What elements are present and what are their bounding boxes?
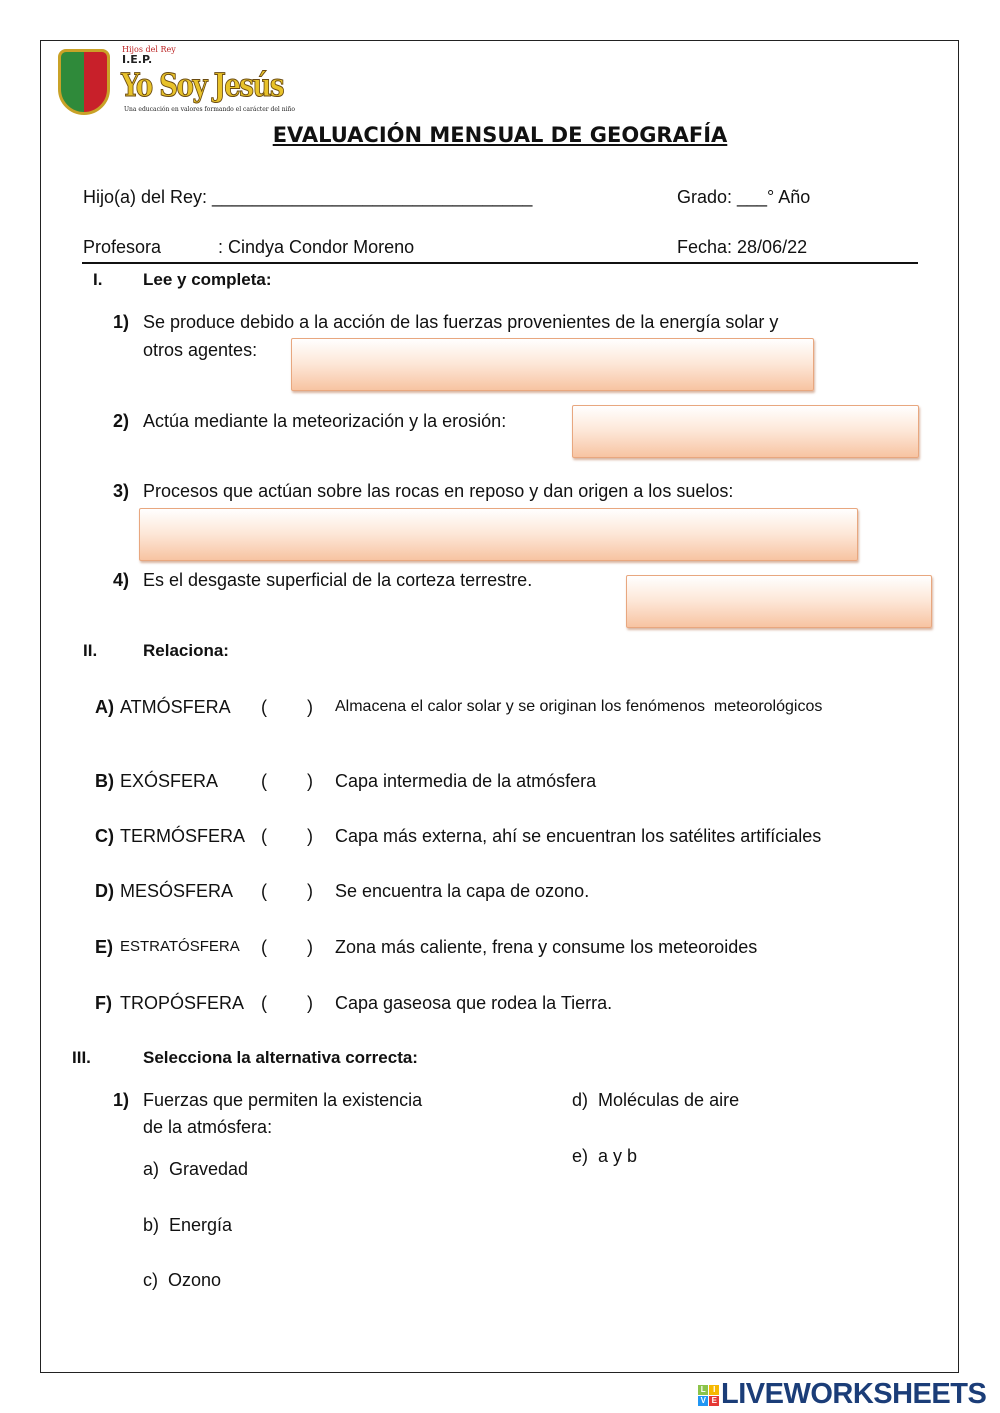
match-answer-blank[interactable]: ( ) — [261, 771, 313, 791]
match-definition: Capa gaseosa que rodea la Tierra. — [335, 993, 613, 1013]
header-divider — [82, 262, 918, 264]
match-term: TROPÓSFERA — [120, 993, 245, 1013]
match-term: ESTRATÓSFERA — [120, 938, 240, 955]
question-text: Actúa mediante la meteorización y la erosión: — [143, 411, 507, 431]
section1-title: Lee y completa: — [143, 270, 272, 289]
section2-title: Relaciona: — [143, 641, 229, 660]
school-logo — [58, 45, 313, 117]
section3-title: Selecciona la alternativa correcta: — [143, 1048, 418, 1067]
date-label: Fecha: 28/06/22 — [677, 237, 808, 257]
answer-input-3[interactable] — [139, 508, 858, 561]
school-shield-icon — [58, 49, 110, 115]
match-answer-blank[interactable]: ( ) — [261, 826, 313, 846]
logo-iep: I.E.P. — [122, 53, 153, 66]
option-a[interactable]: a) Gravedad — [143, 1159, 249, 1179]
match-letter: A) — [95, 697, 114, 717]
match-answer-blank[interactable]: ( ) — [261, 993, 313, 1013]
icon-letter: V — [698, 1396, 708, 1406]
answer-input-1[interactable] — [291, 338, 814, 391]
section2-number: II. — [83, 641, 98, 660]
icon-letter: I — [709, 1385, 719, 1395]
option-b[interactable]: b) Energía — [143, 1215, 233, 1235]
question-text: Procesos que actúan sobre las rocas en reposo y dan origen a los suelos: — [143, 481, 734, 501]
teacher-label: Profesora — [83, 237, 162, 257]
icon-letter: L — [698, 1385, 708, 1395]
liveworksheets-logo — [698, 1378, 986, 1411]
logo-slogan: Una educación en valores formando el carácter del niño — [124, 106, 296, 113]
match-term: MESÓSFERA — [120, 881, 234, 901]
match-definition: Zona más caliente, frena y consume los meteoroides — [335, 937, 758, 957]
match-definition: Capa intermedia de la atmósfera — [335, 771, 597, 791]
match-answer-blank[interactable]: ( ) — [261, 881, 313, 901]
match-letter: C) — [95, 826, 114, 846]
page-title: EVALUACIÓN MENSUAL DE GEOGRAFÍA — [272, 123, 728, 147]
match-letter: E) — [95, 937, 113, 957]
match-term: ATMÓSFERA — [120, 697, 231, 717]
match-letter: D) — [95, 881, 114, 901]
question-text: Fuerzas que permiten la existencia — [143, 1090, 423, 1110]
section3-number: III. — [72, 1048, 91, 1067]
question-number: 2) — [113, 411, 130, 431]
icon-letter: E — [709, 1396, 719, 1406]
match-answer-blank[interactable]: ( ) — [261, 937, 313, 957]
match-letter: B) — [95, 771, 114, 791]
question-number: 1) — [113, 1090, 130, 1110]
section1-number: I. — [93, 270, 103, 289]
logo-tagline: Hijos del Rey — [122, 45, 176, 54]
match-definition: Almacena el calor solar y se originan los fenómenos meteorológicos — [335, 698, 823, 715]
option-c[interactable]: c) Ozono — [143, 1270, 222, 1290]
question-text: Es el desgaste superficial de la corteza terrestre. — [143, 570, 533, 590]
grade-label: Grado: ___° Año — [677, 187, 811, 207]
match-term: EXÓSFERA — [120, 771, 219, 791]
match-definition: Se encuentra la capa de ozono. — [335, 881, 590, 901]
teacher-value: : Cindya Condor Moreno — [218, 237, 415, 257]
match-answer-blank[interactable]: ( ) — [261, 697, 313, 717]
liveworksheets-icon — [698, 1385, 719, 1406]
answer-input-2[interactable] — [572, 405, 919, 458]
question-number: 1) — [113, 312, 130, 332]
match-letter: F) — [95, 993, 112, 1013]
question-number: 4) — [113, 570, 130, 590]
question-text: otros agentes: — [143, 340, 258, 360]
logo-name: Yo Soy Jesús — [121, 66, 283, 104]
question-text: de la atmósfera: — [143, 1117, 273, 1137]
question-number: 3) — [113, 481, 130, 501]
liveworksheets-brand: LIVEWORKSHEETS — [721, 1378, 987, 1410]
answer-input-4[interactable] — [626, 575, 932, 628]
question-text: Se produce debido a la acción de las fuerzas provenientes de la energía solar y — [143, 312, 779, 332]
match-term: TERMÓSFERA — [120, 826, 246, 846]
option-d[interactable]: d) Moléculas de aire — [572, 1090, 740, 1110]
option-e[interactable]: e) a y b — [572, 1146, 638, 1166]
student-name-label: Hijo(a) del Rey: ________________________________ — [83, 187, 533, 207]
match-definition: Capa más externa, ahí se encuentran los satélites artifíciales — [335, 826, 822, 846]
